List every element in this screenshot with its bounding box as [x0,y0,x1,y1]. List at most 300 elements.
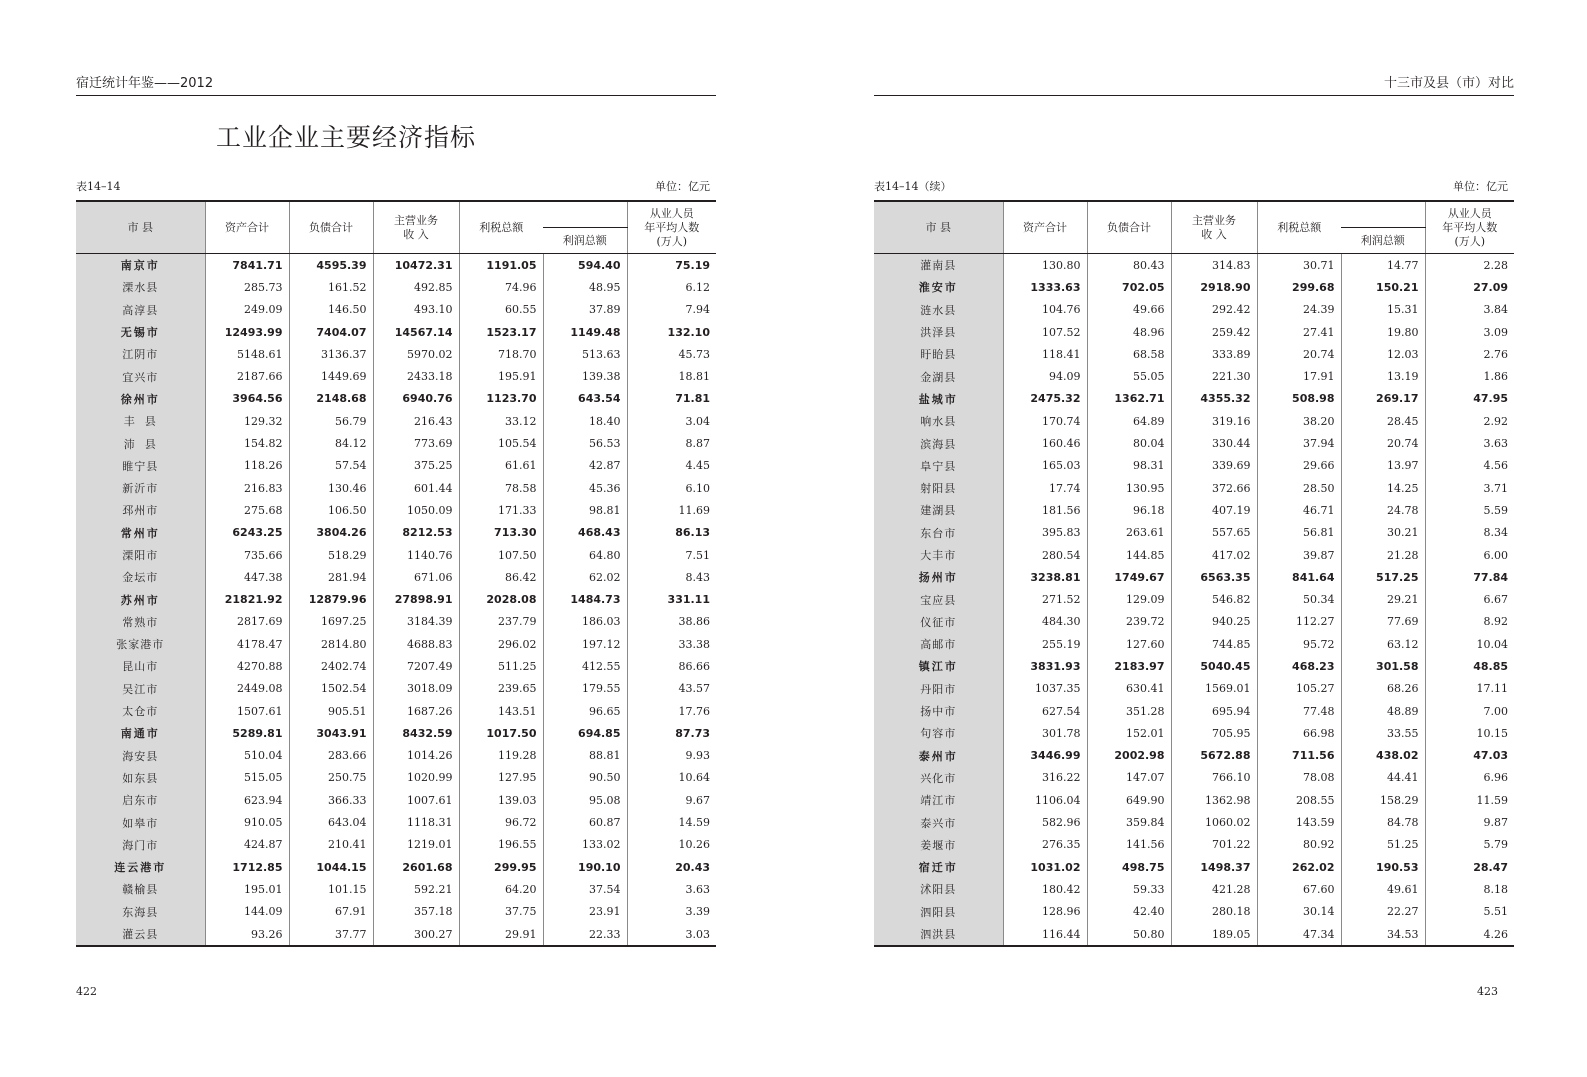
employees-cell: 3.63 [627,878,716,900]
liabilities-cell: 210.41 [289,834,373,856]
revenue-cell: 1569.01 [1171,678,1257,700]
profit-cell: 44.41 [1341,767,1425,789]
liabilities-cell: 106.50 [289,499,373,521]
liabilities-cell: 630.41 [1087,678,1171,700]
profit-tax-cell: 30.71 [1257,254,1341,277]
county-name: 扬州市 [874,566,1003,588]
table-row [874,878,1514,900]
liabilities-cell: 101.15 [289,878,373,900]
employees-cell: 7.51 [627,544,716,566]
assets-cell: 17.74 [1003,477,1087,499]
profit-cell: 269.17 [1341,388,1425,410]
county-name: 姜堰市 [874,834,1003,856]
liabilities-cell: 2814.80 [289,633,373,655]
county-name: 沛 县 [76,432,205,454]
revenue-cell: 357.18 [373,901,459,923]
assets-cell: 582.96 [1003,811,1087,833]
county-name: 滨海县 [874,432,1003,454]
profit-cell: 63.12 [1341,633,1425,655]
liabilities-cell: 3136.37 [289,343,373,365]
profit-tax-cell: 61.61 [459,455,543,477]
employees-cell: 4.56 [1425,455,1514,477]
profit-cell: 49.61 [1341,878,1425,900]
assets-cell: 180.42 [1003,878,1087,900]
assets-cell: 130.80 [1003,254,1087,277]
liabilities-cell: 7404.07 [289,321,373,343]
employees-cell: 9.87 [1425,811,1514,833]
table-row [874,321,1514,343]
county-name: 射阳县 [874,477,1003,499]
county-name: 洪泽县 [874,321,1003,343]
profit-tax-cell: 195.91 [459,365,543,387]
revenue-cell: 1050.09 [373,499,459,521]
employees-cell: 1.86 [1425,365,1514,387]
revenue-cell: 705.95 [1171,722,1257,744]
assets-cell: 118.26 [205,455,289,477]
profit-cell: 23.91 [543,901,627,923]
profit-tax-cell: 841.64 [1257,566,1341,588]
assets-cell: 4270.88 [205,655,289,677]
table-row [874,455,1514,477]
assets-cell: 6243.25 [205,522,289,544]
table-row [874,611,1514,633]
profit-cell: 14.77 [1341,254,1425,277]
table-row [874,856,1514,878]
employees-cell: 45.73 [627,343,716,365]
employees-cell: 87.73 [627,722,716,744]
profit-cell: 301.58 [1341,655,1425,677]
revenue-cell: 372.66 [1171,477,1257,499]
table-row [76,611,716,633]
employees-cell: 43.57 [627,678,716,700]
county-name: 盱眙县 [874,343,1003,365]
table-row [76,544,716,566]
revenue-cell: 5040.45 [1171,655,1257,677]
profit-tax-cell: 1523.17 [459,321,543,343]
profit-tax-cell: 95.72 [1257,633,1341,655]
running-header-right: 十三市及县（市）对比 [874,75,1514,96]
liabilities-cell: 4595.39 [289,254,373,277]
profit-tax-cell: 37.94 [1257,432,1341,454]
table-row [874,923,1514,946]
profit-cell: 37.54 [543,878,627,900]
profit-tax-cell: 38.20 [1257,410,1341,432]
employees-cell: 11.59 [1425,789,1514,811]
profit-tax-cell: 511.25 [459,655,543,677]
employees-cell: 3.03 [627,923,716,946]
assets-cell: 165.03 [1003,455,1087,477]
assets-cell: 280.54 [1003,544,1087,566]
assets-cell: 94.09 [1003,365,1087,387]
profit-cell: 30.21 [1341,522,1425,544]
revenue-cell: 1007.61 [373,789,459,811]
liabilities-cell: 649.90 [1087,789,1171,811]
profit-cell: 48.95 [543,276,627,298]
revenue-cell: 5672.88 [1171,745,1257,767]
liabilities-cell: 59.33 [1087,878,1171,900]
liabilities-cell: 518.29 [289,544,373,566]
profit-cell: 98.81 [543,499,627,521]
profit-cell: 1149.48 [543,321,627,343]
right-page [874,0,1514,1077]
table-row [874,254,1514,277]
county-name: 高邮市 [874,633,1003,655]
profit-tax-cell: 56.81 [1257,522,1341,544]
county-name: 宿迁市 [874,856,1003,878]
employees-cell: 10.64 [627,767,716,789]
assets-cell: 484.30 [1003,611,1087,633]
liabilities-cell: 239.72 [1087,611,1171,633]
profit-tax-cell: 28.50 [1257,477,1341,499]
assets-cell: 5148.61 [205,343,289,365]
profit-tax-cell: 239.65 [459,678,543,700]
table-row [76,856,716,878]
employees-cell: 48.85 [1425,655,1514,677]
liabilities-cell: 1697.25 [289,611,373,633]
county-name: 吴江市 [76,678,205,700]
assets-cell: 1106.04 [1003,789,1087,811]
employees-cell: 18.81 [627,365,716,387]
revenue-cell: 1362.98 [1171,789,1257,811]
table-row [76,834,716,856]
table-row [76,254,716,277]
county-name: 兴化市 [874,767,1003,789]
assets-cell: 118.41 [1003,343,1087,365]
liabilities-cell: 98.31 [1087,455,1171,477]
county-name: 常州市 [76,522,205,544]
assets-cell: 154.82 [205,432,289,454]
employees-cell: 77.84 [1425,566,1514,588]
assets-cell: 5289.81 [205,722,289,744]
county-name: 沭阳县 [874,878,1003,900]
profit-cell: 190.53 [1341,856,1425,878]
assets-cell: 4178.47 [205,633,289,655]
liabilities-cell: 49.66 [1087,299,1171,321]
revenue-cell: 421.28 [1171,878,1257,900]
assets-cell: 2187.66 [205,365,289,387]
county-name: 东海县 [76,901,205,923]
table-row [76,455,716,477]
revenue-cell: 601.44 [373,477,459,499]
profit-cell: 14.25 [1341,477,1425,499]
liabilities-cell: 351.28 [1087,700,1171,722]
header-profit: 利润总额 [543,228,627,254]
employees-cell: 17.76 [627,700,716,722]
table-row [874,410,1514,432]
liabilities-cell: 146.50 [289,299,373,321]
county-name: 连云港市 [76,856,205,878]
county-name: 苏州市 [76,588,205,610]
table-row [76,499,716,521]
revenue-cell: 592.21 [373,878,459,900]
profit-tax-cell: 86.42 [459,566,543,588]
employees-cell: 2.92 [1425,410,1514,432]
revenue-cell: 766.10 [1171,767,1257,789]
profit-cell: 179.55 [543,678,627,700]
revenue-cell: 2601.68 [373,856,459,878]
profit-cell: 139.38 [543,365,627,387]
page-number-left: 422 [76,985,97,998]
liabilities-cell: 130.95 [1087,477,1171,499]
county-name: 海门市 [76,834,205,856]
liabilities-cell: 80.43 [1087,254,1171,277]
assets-cell: 275.68 [205,499,289,521]
liabilities-cell: 250.75 [289,767,373,789]
profit-tax-cell: 77.48 [1257,700,1341,722]
county-name: 无锡市 [76,321,205,343]
county-name: 金坛市 [76,566,205,588]
employees-cell: 2.28 [1425,254,1514,277]
revenue-cell: 557.65 [1171,522,1257,544]
table-row [874,499,1514,521]
employees-cell: 27.09 [1425,276,1514,298]
employees-cell: 7.94 [627,299,716,321]
liabilities-cell: 2183.97 [1087,655,1171,677]
revenue-cell: 1118.31 [373,811,459,833]
revenue-cell: 671.06 [373,566,459,588]
liabilities-cell: 2148.68 [289,388,373,410]
table-row [76,678,716,700]
liabilities-cell: 96.18 [1087,499,1171,521]
employees-cell: 132.10 [627,321,716,343]
revenue-cell: 280.18 [1171,901,1257,923]
assets-cell: 116.44 [1003,923,1087,946]
profit-cell: 48.89 [1341,700,1425,722]
profit-cell: 22.27 [1341,901,1425,923]
table-row [76,588,716,610]
assets-cell: 910.05 [205,811,289,833]
employees-cell: 8.43 [627,566,716,588]
header-employees: 从业人员 年平均人数 (万人) [627,201,716,254]
employees-cell: 38.86 [627,611,716,633]
employees-cell: 8.18 [1425,878,1514,900]
assets-cell: 12493.99 [205,321,289,343]
profit-tax-cell: 29.91 [459,923,543,946]
profit-tax-cell: 468.23 [1257,655,1341,677]
table-row [874,388,1514,410]
employees-cell: 3.04 [627,410,716,432]
liabilities-cell: 498.75 [1087,856,1171,878]
liabilities-cell: 2402.74 [289,655,373,677]
revenue-cell: 375.25 [373,455,459,477]
profit-tax-cell: 66.98 [1257,722,1341,744]
assets-cell: 2817.69 [205,611,289,633]
assets-cell: 195.01 [205,878,289,900]
table-row [874,566,1514,588]
unit-label-left: 单位：亿元 [655,180,710,193]
profit-cell: 186.03 [543,611,627,633]
revenue-cell: 339.69 [1171,455,1257,477]
assets-cell: 104.76 [1003,299,1087,321]
employees-cell: 86.66 [627,655,716,677]
profit-cell: 412.55 [543,655,627,677]
county-name: 金湖县 [874,365,1003,387]
employees-cell: 10.15 [1425,722,1514,744]
employees-cell: 4.26 [1425,923,1514,946]
employees-cell: 3.84 [1425,299,1514,321]
liabilities-cell: 141.56 [1087,834,1171,856]
liabilities-cell: 1044.15 [289,856,373,878]
table-row [874,722,1514,744]
assets-cell: 623.94 [205,789,289,811]
county-name: 张家港市 [76,633,205,655]
revenue-cell: 940.25 [1171,611,1257,633]
employees-cell: 6.96 [1425,767,1514,789]
page-number-right: 423 [1477,985,1498,998]
employees-cell: 5.59 [1425,499,1514,521]
header-revenue: 主营业务 收 入 [1171,201,1257,254]
assets-cell: 144.09 [205,901,289,923]
assets-cell: 3238.81 [1003,566,1087,588]
assets-cell: 3831.93 [1003,655,1087,677]
county-name: 睢宁县 [76,455,205,477]
county-name: 淮安市 [874,276,1003,298]
liabilities-cell: 12879.96 [289,588,373,610]
assets-cell: 7841.71 [205,254,289,277]
header-assets: 资产合计 [1003,201,1087,254]
table-row [874,522,1514,544]
assets-cell: 301.78 [1003,722,1087,744]
employees-cell: 14.59 [627,811,716,833]
profit-tax-cell: 78.58 [459,477,543,499]
revenue-cell: 221.30 [1171,365,1257,387]
table-row [874,432,1514,454]
table-label-right: 表14–14（续） [874,180,952,193]
liabilities-cell: 42.40 [1087,901,1171,923]
liabilities-cell: 67.91 [289,901,373,923]
revenue-cell: 300.27 [373,923,459,946]
revenue-cell: 1020.99 [373,767,459,789]
revenue-cell: 407.19 [1171,499,1257,521]
profit-cell: 158.29 [1341,789,1425,811]
employees-cell: 3.71 [1425,477,1514,499]
profit-tax-cell: 299.95 [459,856,543,878]
county-name: 泗阳县 [874,901,1003,923]
indicator-table-right [874,200,1514,947]
county-name: 江阴市 [76,343,205,365]
profit-tax-cell: 143.51 [459,700,543,722]
employees-cell: 9.67 [627,789,716,811]
table-row [874,811,1514,833]
profit-tax-cell: 143.59 [1257,811,1341,833]
assets-cell: 395.83 [1003,522,1087,544]
assets-cell: 1037.35 [1003,678,1087,700]
profit-cell: 34.53 [1341,923,1425,946]
profit-cell: 29.21 [1341,588,1425,610]
profit-tax-cell: 17.91 [1257,365,1341,387]
assets-cell: 216.83 [205,477,289,499]
header-liabilities: 负债合计 [289,201,373,254]
profit-cell: 77.69 [1341,611,1425,633]
table-row [76,655,716,677]
profit-cell: 1484.73 [543,588,627,610]
liabilities-cell: 1362.71 [1087,388,1171,410]
profit-cell: 517.25 [1341,566,1425,588]
table-row [874,745,1514,767]
liabilities-cell: 64.89 [1087,410,1171,432]
profit-cell: 33.55 [1341,722,1425,744]
table-row [76,923,716,946]
table-row [76,566,716,588]
county-name: 仪征市 [874,611,1003,633]
assets-cell: 129.32 [205,410,289,432]
profit-cell: 18.40 [543,410,627,432]
profit-tax-cell: 107.50 [459,544,543,566]
liabilities-cell: 127.60 [1087,633,1171,655]
revenue-cell: 1060.02 [1171,811,1257,833]
table-row [874,544,1514,566]
assets-cell: 316.22 [1003,767,1087,789]
liabilities-cell: 55.05 [1087,365,1171,387]
employees-cell: 28.47 [1425,856,1514,878]
table-row [76,901,716,923]
assets-cell: 285.73 [205,276,289,298]
table-row [874,678,1514,700]
profit-cell: 468.43 [543,522,627,544]
profit-cell: 594.40 [543,254,627,277]
county-name: 启东市 [76,789,205,811]
employees-cell: 8.34 [1425,522,1514,544]
liabilities-cell: 129.09 [1087,588,1171,610]
profit-tax-cell: 262.02 [1257,856,1341,878]
profit-cell: 150.21 [1341,276,1425,298]
assets-cell: 1333.63 [1003,276,1087,298]
profit-tax-cell: 29.66 [1257,455,1341,477]
profit-cell: 643.54 [543,388,627,410]
header-county: 市 县 [76,201,205,254]
revenue-cell: 3184.39 [373,611,459,633]
employees-cell: 3.09 [1425,321,1514,343]
table-row [76,410,716,432]
table-row [874,901,1514,923]
table-row [76,811,716,833]
profit-tax-cell: 1017.50 [459,722,543,744]
liabilities-cell: 48.96 [1087,321,1171,343]
revenue-cell: 8212.53 [373,522,459,544]
table-row [76,722,716,744]
county-name: 溧阳市 [76,544,205,566]
liabilities-cell: 905.51 [289,700,373,722]
revenue-cell: 744.85 [1171,633,1257,655]
revenue-cell: 417.02 [1171,544,1257,566]
profit-tax-cell: 46.71 [1257,499,1341,521]
table-body-left [76,254,716,947]
profit-tax-cell: 37.75 [459,901,543,923]
liabilities-cell: 37.77 [289,923,373,946]
profit-tax-cell: 105.27 [1257,678,1341,700]
revenue-cell: 216.43 [373,410,459,432]
liabilities-cell: 1749.67 [1087,566,1171,588]
employees-cell: 9.93 [627,745,716,767]
profit-tax-cell: 80.92 [1257,834,1341,856]
liabilities-cell: 161.52 [289,276,373,298]
profit-tax-cell: 96.72 [459,811,543,833]
table-row [76,633,716,655]
revenue-cell: 1219.01 [373,834,459,856]
employees-cell: 3.63 [1425,432,1514,454]
unit-label-right: 单位：亿元 [1453,180,1508,193]
employees-cell: 33.38 [627,633,716,655]
revenue-cell: 6940.76 [373,388,459,410]
revenue-cell: 314.83 [1171,254,1257,277]
profit-tax-cell: 20.74 [1257,343,1341,365]
liabilities-cell: 84.12 [289,432,373,454]
revenue-cell: 1140.76 [373,544,459,566]
revenue-cell: 27898.91 [373,588,459,610]
employees-cell: 71.81 [627,388,716,410]
profit-cell: 56.53 [543,432,627,454]
revenue-cell: 8432.59 [373,722,459,744]
